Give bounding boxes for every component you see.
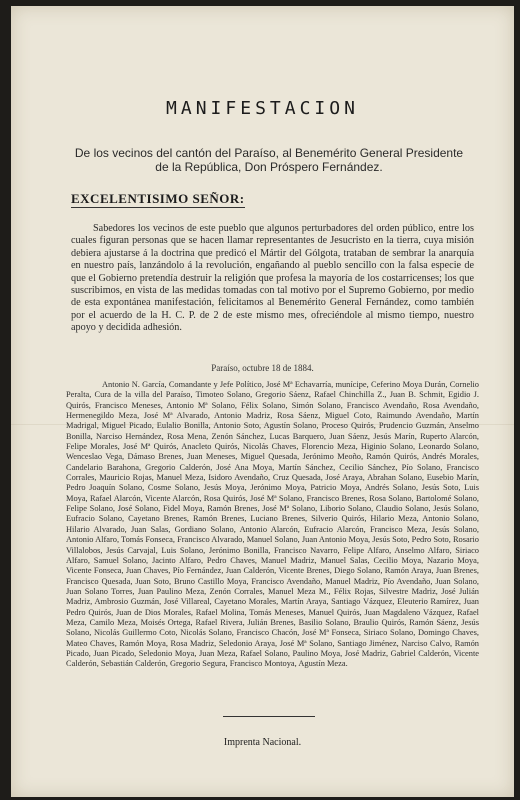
body-paragraph: Sabedores los vecinos de este pueblo que algunos perturbadores del orden público, entre los cuales figuran personas que se hacen llamar representantes de Jesucristo en la tierra, cuya misión debiera ajustarse á la doctrina que predicó el Mártir del Gólgota, trataban de sembrar la anarquía en nuestro país, lanzándolo á la revolución, engañando al pueblo sencillo con la falsa especie de que el Gobierno pretendía destruir la religión que profesa la mayoría de los costarricenses; los que suscribimos, en vista de las medidas tomadas con tal motivo por el Supremo Gobierno, por medio de esta expontánea manifestación, felicitamos al Benemérito General Fernández, como también por el acuerdo de la H. C. P. de 2 de este mismo mes, ofreciéndole al mismo tiempo, nuestro apoyo y decidida adhesión. bbox=[71, 223, 474, 334]
signatories-list: Antonio N. García, Comandante y Jefe Político, José Mª Echavarría, munícipe, Ceferino Moya Durán, Cornelio Peralta, Cura de la villa del Paraíso, Timoteo Solano, Gregorio Sáenz, Rafael Chinchilla Z., Juan B. Schmit, Egidio J. Quirós, Francisco Meneses, Antonio Mª Solano, Félix Solano, Simón Solano, Francisco Avendaño, Rosa Avendaño, Hermenegildo Meza, José Mª Alvarado, Antonio Madriz, Rosa Sáenz, Miguel Coto, Raimundo Avendaño, Martín Madrigal, Miguel Picado, Eulalio Bonilla, Antonio Soto, Agustín Solano, Proceso Quirós, Prudencio Guzmán, Anselmo Bonilla, Narciso Hernández, Rosa Mena, Zenón Sánchez, Lucas Barquero, Juan Sáenz, Jesús Marín, Ruperto Alarcón, Felipe Morales, José Mª Quirós, Anacleto Quirós, Nicolás Chaves, Florencio Meza, Higinio Solano, Leonardo Solano, Wenceslao Vega, Dámaso Brenes, Juan Meneses, Miguel Quesada, Jerónimo Meoño, Ramón Quirós, Andrés Morales, Candelario Barahona, Gregorio Calderón, José Ana Moya, Martín Sánchez, Cecilio Sánchez, Pío Solano, Francisco Corrales, Mauricio Rojas, Manuel Meza, Isidoro Avendaño, Cruz Quesada, José Araya, Abrahan Solano, Eusebio Marín, Pedro Joaquín Solano, Cosme Solano, Jesús Moya, Jerónimo Moya, Patricio Moya, Andrés Solano, Jesús Soto, Luis Moya, Rafael Alarcón, Vicente Alarcón, Rosa Quirós, José Mª Solano, Francisco Brenes, Rosa Solano, Bartolomé Solano, Felipe Solano, José Solano, Fidel Moya, Ramón Brenes, José Mª Solano, Liborio Solano, Claudio Solano, Jesús Solano, Eufracio Solano, Cayetano Brenes, Ramón Brenes, Luciano Brenes, Silverio Quirós, Hilario Meza, Antonio Solano, Hilario Alvarado, Juan Salas, Gordiano Solano, Antonio Alarcón, Eufracio Alarcón, Francisco Meza, Jesús Solano, Antonio Alfaro, Tomás Fonseca, Francisco Alvarado, Manuel Solano, Juan Antonio Moya, Jesús Soto, Pedro Soto, Rosario Villalobos, Jesús Carvajal, Luis Solano, Jerónimo Bonilla, Francisco Navarro, Felipe Alfaro, Anselmo Alfaro, Siriaco Alfaro, Samuel Solano, Jacinto Alfaro, Pedro Chaves, Manuel Madriz, Manuel Salas, Cecilio Moya, Nazario Moya, Vicente Fonseca, Juan Chaves, Pío Fernández, Juan Calderón, Vicente Brenes, Diego Solano, Ramón Araya, Juan Brenes, Francisco Quesada, Juan Soto, Bruno Castillo Moya, Francisco Avendaño, Manuel Madriz, Pío Avendaño, Juan Solano, Juan Solano Torres, Juan Paulino Meza, Zenón Corrales, Manuel Meza M., Félix Rojas, Silvestre Madriz, José Julián Madriz, Ambrosio Guzmán, José Villareal, Cayetano Morales, Martín Araya, Santiago Vázquez, Eleuterio Ramírez, Juan Pedro Quirós, Juan de Dios Morales, Rafael Molina, Tomás Meneses, Manuel Quirós, Juan Magdaleno Vázquez, Rafael Meza, Camilo Meza, Moisés Ortega, Rafael Rivera, Julián Brenes, Basilio Solano, Braulio Quirós, Ramón Sáenz, Jesús Solano, Nicolás Guillermo Coto, Nicolás Solano, Francisco Chacón, José Mª Fonseca, Siriaco Solano, Domingo Chaves, Mateo Chaves, Ramón Moya, Rosa Madriz, Seledonio Araya, José Mª Solano, Santiago Jiménez, Narciso Calvo, Ramón Picado, Juan Picado, Seledonio Moya, Juan Meza, Rafael Solano, Paulino Moya, José Madriz, Gabriel Calderón, Vicente Calderón, Sebastián Calderón, Gregorio Segura, Francisco Montoya, Agustín Meza. bbox=[66, 380, 479, 669]
date-line: Paraíso, octubre 18 de 1884. bbox=[211, 363, 314, 373]
document-page bbox=[11, 6, 514, 797]
printer-imprint: Imprenta Nacional. bbox=[223, 737, 302, 748]
document-title: MANIFESTACION bbox=[166, 98, 359, 119]
salutation: EXCELENTISIMO SEÑOR: bbox=[71, 191, 245, 206]
divider-rule bbox=[223, 716, 315, 717]
document-subtitle: De los vecinos del cantón del Paraíso, al Benemérito General Presidente de la República, Don Próspero Fernández. bbox=[74, 146, 464, 174]
